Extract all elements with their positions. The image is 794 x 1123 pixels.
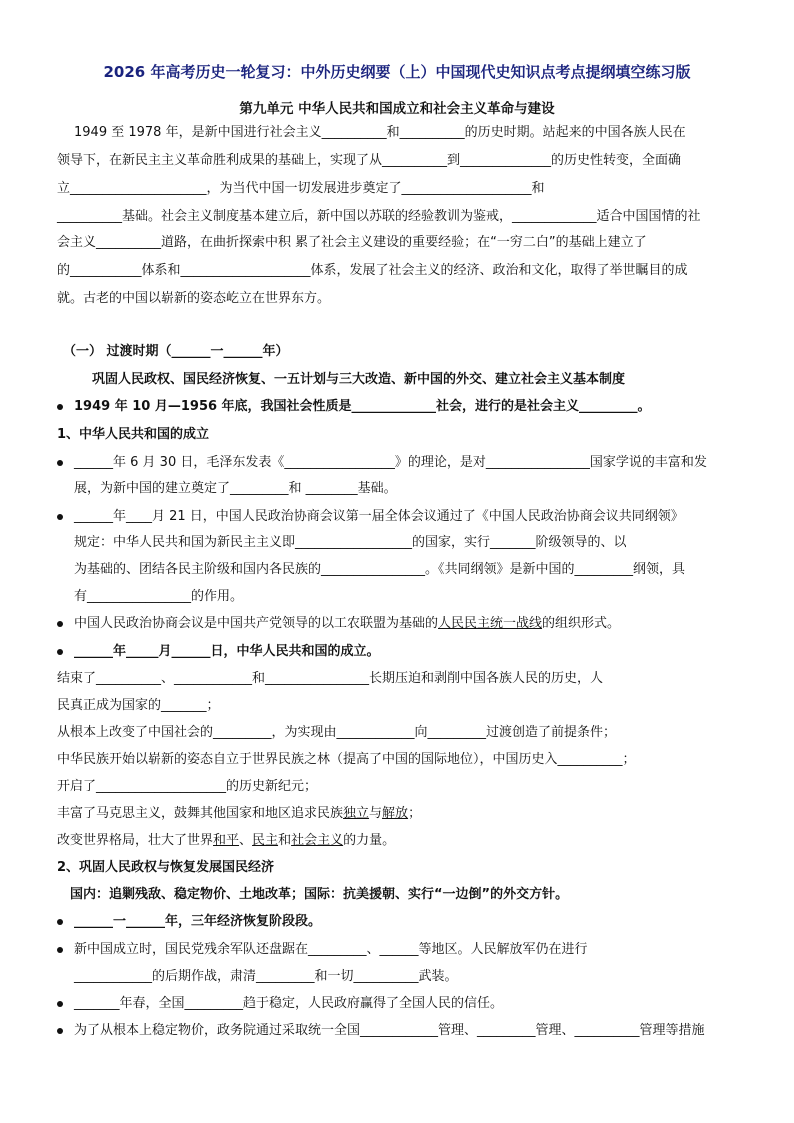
bullet-text: 1949 年 10 月—1956 年底，我国社会性质是_____________社会，进行的是社会主义_________。 [74, 399, 651, 414]
text-span: 和 [278, 833, 292, 848]
underlined-term: 解放 [382, 806, 409, 821]
underlined-term: 独立 [343, 806, 370, 821]
bullet-icon [57, 514, 63, 520]
bullet-text [74, 615, 620, 633]
section-subheading: 巩固人民政权、国民经济恢复、一五计划与三大改造、新中国的外交、建立社会主义基本制度 [92, 372, 626, 387]
part-heading: 1、中华人民共和国的成立 [57, 427, 210, 442]
text-span: 、 [239, 833, 253, 848]
part-heading: 2、巩固人民政权与恢复发展国民经济 [57, 860, 275, 875]
bullet-icon [57, 947, 63, 953]
text-span: 的组织形式。 [542, 616, 621, 631]
bullet-text: ____________的后期作战，肃清_________和一切__________武装。 [74, 969, 458, 984]
bullet-icon [57, 1001, 63, 1007]
text-span: 改变世界格局，壮大了世界 [57, 833, 214, 848]
bullet-icon [57, 1028, 63, 1034]
significance-line [57, 832, 395, 850]
significance-line: 结束了__________、____________和________________长期压迫和剥削中国各族人民的历史，人 [57, 671, 604, 686]
unit-heading: 第九单元 中华人民共和国成立和社会主义革命与建设 [239, 101, 555, 117]
underlined-term: 和平 [213, 833, 240, 848]
bullet-icon [57, 919, 63, 925]
significance-line: 开启了____________________的历史新纪元； [57, 779, 318, 794]
intro-line: 的___________体系和____________________体系，发展了社会主义的经济、政治和文化，取得了举世瞩目的成 [57, 263, 688, 278]
significance-line: 从根本上改变了中国社会的_________，为实现由____________向_________过渡创造了前提条件； [57, 725, 617, 740]
intro-line: 1949 至 1978 年，是新中国进行社会主义__________和__________的历史时期。站起来的中国各族人民在 [74, 125, 686, 140]
part-subheading: 国内：追剿残敌、稳定物价、土地改革；国际：抗美援朝、实行“一边倒”的外交方针。 [70, 887, 569, 902]
intro-line: 就。古老的中国以崭新的姿态屹立在世界东方。 [57, 291, 331, 306]
section-heading: （一） 过渡时期（______一______年） [63, 344, 289, 359]
intro-line: 领导下，在新民主主义革命胜利成果的基础上，实现了从__________到______________的历史性转变，全面确 [57, 153, 682, 168]
bullet-text: ______年____月 21 日，中国人民政治协商会议第一届全体会议通过了《中国人民政治协商会议共同纲领》 [74, 509, 684, 524]
text-span: ； [408, 806, 422, 821]
underlined-term: 民主 [252, 833, 279, 848]
bullet-text: _______年春，全国_________趋于稳定，人民政府赢得了全国人民的信任。 [74, 996, 504, 1011]
bullet-icon [57, 404, 63, 410]
intro-line: 会主义__________道路，在曲折探索中积 累了社会主义建设的重要经验；在“一穷二白”的基础上建立了 [57, 235, 647, 250]
bullet-text: 有________________的作用。 [74, 589, 244, 604]
underlined-term: 人民民主统一战线 [438, 616, 543, 631]
document-title: 2026 年高考历史一轮复习：中外历史纲要（上）中国现代史知识点考点提纲填空练习版 [103, 63, 691, 81]
bullet-text: ______年_____月______日，中华人民共和国的成立。 [74, 644, 380, 659]
text-span: 中国人民政治协商会议是中国共产党领导的以工农联盟为基础的 [74, 616, 439, 631]
bullet-text: 新中国成立时，国民党残余军队还盘踞在_________、______等地区。人民解放军仍在进行 [74, 942, 588, 957]
bullet-text: ______年 6 月 30 日，毛泽东发表《_________________》的理论，是对________________国家学说的丰富和发 [74, 455, 707, 470]
bullet-icon [57, 460, 63, 466]
significance-line [57, 805, 421, 823]
text-span: 丰富了马克思主义，鼓舞其他国家和地区追求民族 [57, 806, 344, 821]
bullet-text: ______一______年，三年经济恢复阶段段。 [74, 914, 322, 929]
bullet-text: 为基础的、团结各民主阶级和国内各民族的________________。《共同纲领》是新中国的_________纲领，具 [74, 562, 686, 577]
significance-line: 中华民族开始以崭新的姿态自立于世界民族之林（提高了中国的国际地位），中国历史入__________； [57, 752, 636, 767]
underlined-term: 社会主义 [291, 833, 344, 848]
bullet-icon [57, 621, 63, 627]
significance-line: 民真正成为国家的_______； [57, 698, 220, 713]
intro-line: 立_____________________，为当代中国一切发展进步奠定了____________________和 [57, 181, 545, 196]
bullet-text: 为了从根本上稳定物价，政务院通过采取统一全国____________管理、_________管理、__________管理等措施 [74, 1023, 705, 1038]
bullet-text: 展，为新中国的建立奠定了_________和 ________基础。 [74, 481, 397, 496]
text-span: 的力量。 [343, 833, 396, 848]
bullet-text: 规定：中华人民共和国为新民主主义即__________________的国家，实行_______阶级领导的、以 [74, 535, 627, 550]
text-span: 与 [369, 806, 383, 821]
bullet-icon [57, 649, 63, 655]
intro-line: __________基础。社会主义制度基本建立后，新中国以苏联的经验教训为鉴戒，_____________适合中国国情的社 [57, 209, 701, 224]
